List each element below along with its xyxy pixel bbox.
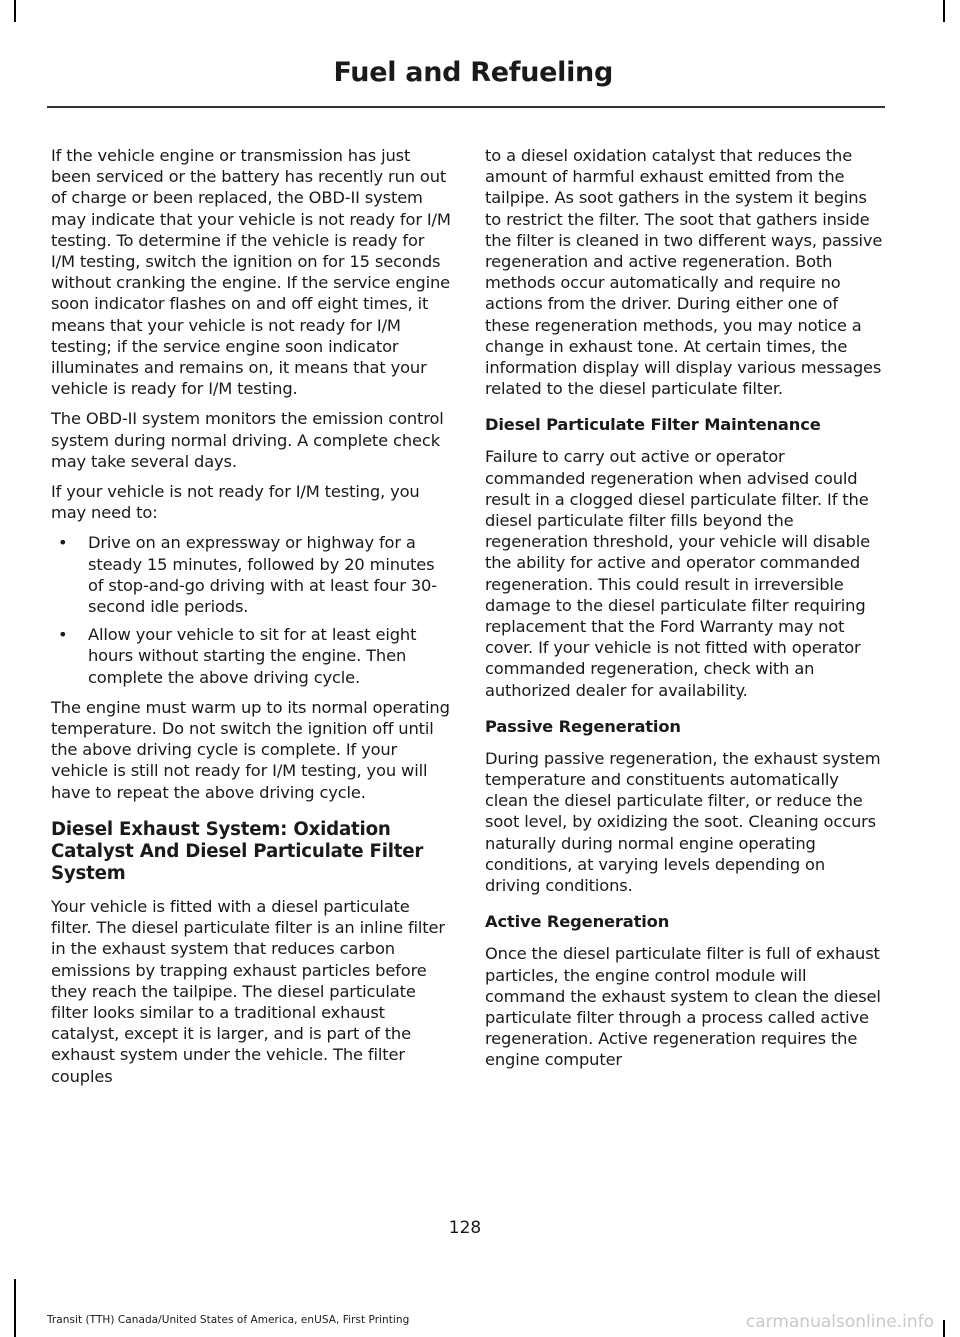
paragraph-passive-regeneration: During passive regeneration, the exhaust system temperature and constituents automatically clean the diesel particulate filter, or reduce the soot level, by oxidizing the soot. Cleaning occurs naturally during normal engine operating conditions, at varying levels depending on driving conditions. — [485, 748, 881, 896]
paragraph-dpf-continued: to a diesel oxidation catalyst that reduces the amount of harmful exhaust emitted from the tailpipe. As soot gathers in the system it begins to restrict the filter. The soot that gathers inside the filter is cleaned in two different ways, passive regeneration and active regeneration. Both methods occur automatically and require no actions from the driver. During either one of these regeneration methods, you may notice a change in exhaust tone. At certain times, the information display will display various messages related to the diesel particulate filter. — [485, 146, 883, 399]
paragraph-dpf-intro: Your vehicle is fitted with a diesel particulate filter. The diesel particulate filter is an inline filter in the exhaust system that reduces carbon emissions by trapping exhaust particles before they reach the tailpipe. The diesel particulate filter looks similar to a traditional exhaust catalyst, except it is larger, and is part of the exhaust system under the vehicle. The filter couples — [51, 896, 445, 1086]
section-heading-active-regeneration: Active Regeneration — [485, 912, 670, 932]
driving-steps-list — [51, 532, 451, 687]
crop-mark-bottom-right-vertical — [943, 1320, 945, 1337]
right-column — [485, 145, 885, 1080]
section-heading-dpf-maintenance: Diesel Particulate Filter Maintenance — [485, 415, 821, 435]
left-column — [51, 145, 451, 1096]
section-heading-diesel-exhaust: Diesel Exhaust System: Oxidation Catalyst And Diesel Particulate Filter System — [51, 818, 424, 884]
footer-edition: Transit (TTH) Canada/United States of America, enUSA, First Printing — [47, 1314, 410, 1326]
list-item — [51, 532, 451, 617]
page-title: Fuel and Refueling — [333, 57, 613, 88]
paragraph-active-regeneration: Once the diesel particulate filter is full of exhaust particles, the engine control module will command the exhaust system to clean the diesel particulate filter through a process called active regeneration. Active regeneration requires the engine computer — [485, 944, 881, 1070]
paragraph-obd-monitoring: The OBD-II system monitors the emission control system during normal driving. A complete check may take several days. — [51, 409, 444, 471]
paragraph-warm-up: The engine must warm up to its normal operating temperature. Do not switch the ignition off until the above driving cycle is complete. If your vehicle is still not ready for I/M testing, you will have to repeat the above driving cycle. — [51, 697, 450, 802]
bullet-icon: • — [58, 625, 68, 645]
list-item-text: Drive on an expressway or highway for a steady 15 minutes, followed by 20 minutes of stop-and-go driving with at least four 30-second idle periods. — [88, 533, 437, 617]
paragraph-dpf-maintenance: Failure to carry out active or operator commanded regeneration when advised could result in a clogged diesel particulate filter. If the diesel particulate filter fills beyond the regeneration threshold, your vehicle will disable the ability for active and operator commanded regeneration. This could result in irreversible damage to the diesel particulate filter requiring replacement that the Ford Warranty may not cover. If your vehicle is not fitted with operator commanded regeneration, check with an authorized dealer for availability. — [485, 447, 870, 700]
list-item-text: Allow your vehicle to sit for at least eight hours without starting the engine. Then complete the above driving cycle. — [88, 625, 417, 687]
section-heading-passive-regeneration: Passive Regeneration — [485, 716, 681, 736]
paragraph-readiness-check: If the vehicle engine or transmission has just been serviced or the battery has recently run out of charge or been replaced, the OBD-II system may indicate that your vehicle is not ready for I/M testing. To determine if the vehicle is ready for I/M testing, switch the ignition on for 15 seconds without cranking the engine. If the service engine soon indicator flashes on and off eight times, it means that your vehicle is not ready for I/M testing; if the service engine soon indicator illuminates and remains on, it means that your vehicle is ready for I/M testing. — [51, 146, 451, 399]
watermark-logo: carmanualsonline.info — [745, 1312, 934, 1332]
crop-mark-top-right-vertical — [943, 0, 945, 22]
list-item — [51, 624, 451, 688]
header-divider — [47, 106, 885, 108]
paragraph-not-ready-intro: If your vehicle is not ready for I/M testing, you may need to: — [51, 482, 420, 523]
bullet-icon: • — [58, 533, 68, 553]
crop-mark-bottom-left-vertical — [14, 1279, 16, 1337]
crop-mark-top-left-vertical — [14, 0, 16, 22]
page-number: 128 — [448, 1218, 482, 1238]
